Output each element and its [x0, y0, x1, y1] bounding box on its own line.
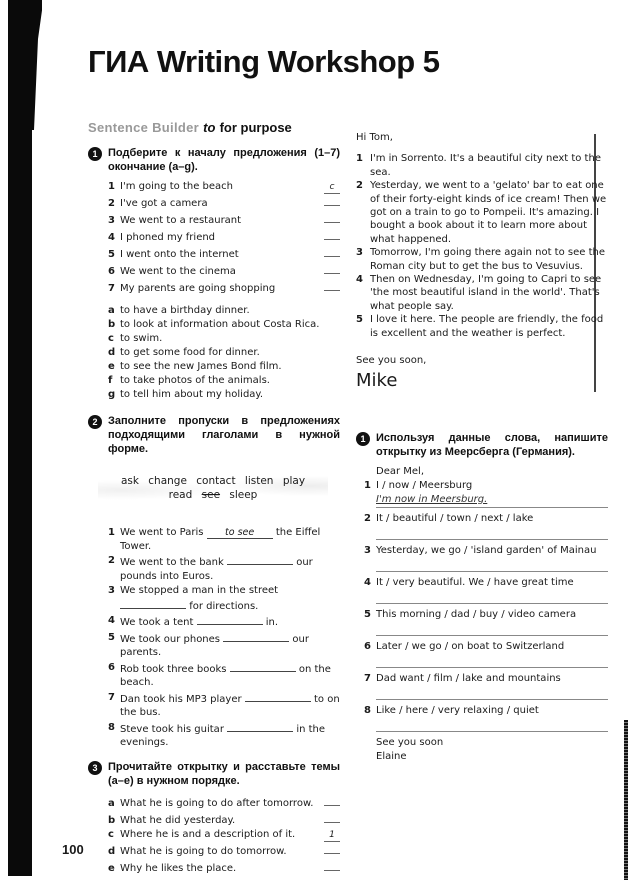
list-item — [108, 811, 340, 828]
postcard-letter — [356, 131, 608, 391]
item-number: 3 — [364, 544, 371, 556]
task-4-instruction: Используя данные слова, напишите открытку из Меерсберга (Германия). — [376, 431, 608, 458]
list-item — [108, 721, 340, 750]
item-text: to have a birthday dinner. — [120, 305, 250, 316]
prompt-item — [364, 672, 608, 686]
list-item — [108, 245, 340, 262]
prompt-text: I / now / Meersburg — [376, 479, 473, 491]
item-text: My parents are going shopping — [120, 283, 276, 294]
sentence-start: We stopped a man in the street — [120, 585, 279, 596]
list-item — [108, 228, 340, 245]
task-1-beginnings — [108, 180, 340, 296]
prompt-text: It / beautiful / town / next / lake — [376, 512, 534, 524]
item-text: We went to a restaurant — [120, 215, 242, 226]
word-box-line-2 — [98, 488, 328, 502]
sentence-end: on the beach. — [120, 663, 331, 688]
answer-line[interactable] — [376, 686, 608, 700]
answer-blank[interactable]: c — [324, 182, 340, 194]
item-text: What he is going to do after tomorrow. — [120, 797, 314, 809]
list-item — [108, 526, 340, 553]
answer-line[interactable] — [376, 622, 608, 636]
item-text: to take photos of the animals. — [120, 375, 270, 386]
list-item — [108, 262, 340, 279]
item-text: I've got a camera — [120, 198, 208, 209]
answer-blank[interactable] — [324, 194, 340, 206]
item-letter: g — [108, 389, 116, 400]
fill-blank[interactable] — [230, 661, 296, 672]
task-number-badge: 2 — [88, 415, 102, 429]
paragraph-number: 5 — [356, 314, 363, 326]
prompt-text: Like / here / very relaxing / quiet — [376, 704, 539, 716]
item-text: What he is going to do tomorrow. — [120, 845, 287, 857]
task-4-prompts — [364, 465, 608, 764]
word: read — [168, 489, 193, 501]
prompt-item — [364, 479, 608, 493]
task-1-heading — [88, 146, 340, 174]
item-number: 2 — [364, 512, 371, 524]
item-number: 1 — [108, 527, 115, 538]
answer-line[interactable] — [376, 558, 608, 572]
word: play — [282, 475, 306, 487]
item-text: Why he likes the place. — [120, 862, 237, 874]
prompt-text: It / very beautiful. We / have great time — [376, 576, 574, 588]
paragraph-number: 2 — [356, 180, 363, 192]
task-number-badge: 3 — [88, 761, 102, 775]
letter-paragraph — [356, 273, 608, 313]
fill-blank[interactable] — [120, 598, 186, 609]
answer-blank[interactable] — [324, 794, 340, 806]
fill-blank[interactable] — [223, 631, 289, 642]
item-letter: e — [108, 862, 115, 874]
sentence-builder-keyword: to — [203, 120, 216, 135]
sentence-start: We took our phones — [120, 633, 221, 645]
list-item — [108, 211, 340, 228]
item-number: 8 — [108, 721, 115, 733]
postcard-name: Elaine — [376, 750, 407, 762]
scan-edge-left-top — [32, 0, 42, 130]
right-column — [356, 131, 608, 764]
item-number: 3 — [108, 215, 115, 226]
list-item — [108, 828, 340, 842]
item-text: to look at information about Costa Rica. — [120, 319, 320, 330]
example-answer: I'm now in Meersburg. — [376, 493, 608, 508]
postcard-greeting: Dear Mel, — [376, 465, 425, 477]
item-number: 6 — [108, 266, 115, 277]
task-1-endings — [108, 304, 340, 402]
item-number: 5 — [108, 249, 115, 260]
task-2-sentences — [108, 526, 340, 750]
prompt-item — [364, 704, 608, 718]
item-number: 7 — [364, 672, 371, 684]
item-number: 1 — [108, 181, 115, 192]
postcard-closing: See you soon — [376, 736, 444, 748]
task-number-badge: 1 — [356, 432, 370, 446]
sentence-end: our pounds into Euros. — [120, 557, 313, 582]
item-text: I phoned my friend — [120, 232, 216, 243]
item-number: 7 — [108, 691, 115, 703]
list-item — [108, 661, 340, 690]
item-letter: a — [108, 797, 115, 809]
sentence-start: We went to the bank — [120, 557, 224, 568]
item-letter: a — [108, 305, 115, 316]
item-text: Where he is and a description of it. — [120, 828, 296, 840]
task-3-instruction: Прочитайте открытку и расставьте темы (a–e) в нужном порядке. — [108, 760, 340, 787]
item-letter: b — [108, 814, 116, 826]
word-box — [98, 470, 328, 510]
list-item — [108, 304, 340, 318]
word: contact — [196, 475, 236, 487]
scan-edge-left — [8, 0, 32, 876]
paragraph-number: 3 — [356, 247, 363, 259]
sentence-builder-heading — [88, 120, 340, 136]
sentence-end: for directions. — [189, 600, 259, 612]
word: change — [148, 475, 187, 487]
letter-paragraph — [356, 313, 608, 340]
letter-greeting: Hi Tom, — [356, 132, 393, 143]
answer-line[interactable] — [376, 590, 608, 604]
item-text: to swim. — [120, 333, 163, 344]
answer-blank[interactable] — [324, 811, 340, 823]
item-text: What he did yesterday. — [120, 814, 236, 826]
item-number: 2 — [108, 198, 115, 209]
list-item — [108, 360, 340, 374]
prompt-item — [364, 544, 608, 558]
answer-blank[interactable] — [324, 842, 340, 854]
fill-blank[interactable] — [227, 554, 293, 565]
item-number: 2 — [108, 555, 115, 566]
item-number: 7 — [108, 283, 115, 294]
fill-blank[interactable] — [197, 614, 263, 625]
item-text: to tell him about my holiday. — [120, 389, 264, 400]
item-letter: c — [108, 333, 114, 344]
item-letter: c — [108, 828, 114, 840]
list-item — [108, 318, 340, 332]
list-item — [108, 584, 340, 613]
prompt-item — [364, 608, 608, 622]
letter-signature: Mike — [356, 369, 398, 391]
paragraph-number: 4 — [356, 274, 363, 286]
paragraph-text: Yesterday, we went to a 'gelato' bar to eat one of their forty-eight kinds of ice cream! Then we got on a train to go to Pompeii. It's amazing. I bought a book about it to learn more about what happened. — [370, 180, 607, 245]
fill-blank[interactable]: to see — [207, 528, 273, 539]
prompt-item — [364, 512, 608, 526]
word: sleep — [229, 489, 258, 501]
answer-blank[interactable] — [324, 859, 340, 871]
sentence-builder-label: Sentence Builder — [88, 120, 199, 135]
item-number: 4 — [108, 615, 115, 626]
answer-blank[interactable] — [324, 228, 340, 240]
item-number: 3 — [108, 585, 115, 596]
sentence-end: our parents. — [120, 633, 309, 658]
sentence-start: Steve took his guitar — [120, 723, 224, 735]
item-text: to get some food for dinner. — [120, 347, 260, 358]
list-item — [108, 332, 340, 346]
answer-line[interactable] — [376, 718, 608, 732]
answer-blank[interactable] — [324, 245, 340, 257]
sentence-end: in the evenings. — [120, 723, 326, 748]
word: listen — [244, 475, 274, 487]
prompt-text: Dad want / film / lake and mountains — [376, 672, 561, 684]
answer-line[interactable] — [376, 654, 608, 668]
item-number: 6 — [108, 661, 115, 673]
list-item — [108, 631, 340, 660]
list-item — [108, 614, 340, 630]
paragraph-text: I love it here. The people are friendly, the food is excellent and the weather is perfect. — [370, 314, 604, 339]
list-item — [108, 691, 340, 720]
task-3-heading — [88, 760, 340, 788]
item-number: 4 — [108, 232, 115, 243]
letter-paragraph — [356, 246, 608, 273]
item-letter: e — [108, 361, 115, 372]
task-2-instruction: Заполните пропуски в предложениях подходящими глаголами в нужной форме. — [108, 415, 340, 455]
item-text: to see the new James Bond film. — [120, 361, 282, 372]
task-2-heading — [88, 414, 340, 456]
item-number: 6 — [364, 640, 371, 652]
paragraph-number: 1 — [356, 153, 363, 165]
sentence-end: in. — [265, 617, 279, 628]
list-item — [108, 794, 340, 811]
answer-blank[interactable] — [324, 262, 340, 274]
answer-blank[interactable] — [324, 279, 340, 291]
list-item — [108, 194, 340, 211]
item-number: 1 — [364, 479, 371, 491]
answer-blank[interactable]: 1 — [324, 830, 340, 842]
prompt-text: Yesterday, we go / 'island garden' of Mainau — [376, 544, 597, 556]
letter-paragraph — [356, 152, 608, 179]
sentence-builder-topic: for purpose — [219, 120, 292, 135]
item-letter: d — [108, 347, 116, 358]
answer-line[interactable] — [376, 526, 608, 540]
letter-sign-off: See you soon, — [356, 355, 427, 367]
letter-paragraph — [356, 179, 608, 246]
list-item — [108, 388, 340, 402]
word-struck: see — [201, 489, 221, 501]
sentence-start: We went to Paris — [120, 527, 204, 538]
prompt-item — [364, 640, 608, 654]
item-letter: b — [108, 319, 116, 330]
sentence-end: the Eiffel Tower. — [120, 527, 321, 552]
item-number: 8 — [364, 704, 371, 716]
answer-blank[interactable] — [324, 211, 340, 223]
prompt-item — [364, 576, 608, 590]
prompt-text: This morning / dad / buy / video camera — [376, 608, 577, 620]
list-item — [108, 374, 340, 388]
fill-blank[interactable] — [245, 691, 311, 702]
list-item — [108, 554, 340, 583]
sentence-start: We took a tent — [120, 617, 194, 628]
list-item — [108, 859, 340, 876]
list-item — [108, 180, 340, 194]
left-column — [88, 120, 340, 876]
item-letter: f — [108, 375, 113, 386]
list-item — [108, 279, 340, 296]
sentence-start: Dan took his MP3 player — [120, 693, 242, 705]
scan-edge-right — [624, 720, 628, 880]
item-number: 4 — [364, 576, 371, 588]
sentence-end: to on the bus. — [120, 693, 340, 718]
task-1-instruction: Подберите к началу предложения (1–7) окончание (a–g). — [108, 147, 340, 173]
item-number: 5 — [108, 631, 115, 643]
item-letter: d — [108, 845, 116, 857]
paragraph-text: I'm in Sorrento. It's a beautiful city next to the sea. — [370, 153, 601, 178]
task-4-section — [356, 431, 608, 764]
task-3-topics — [108, 794, 340, 876]
item-text: I went onto the internet — [120, 249, 239, 260]
prompt-text: Later / we go / on boat to Switzerland — [376, 640, 565, 652]
list-item — [108, 842, 340, 859]
page-number: 100 — [62, 842, 84, 857]
paragraph-text: Tomorrow, I'm going there again not to see the Roman city but to get the bus to Vesuvius. — [370, 247, 606, 272]
task-number-badge: 1 — [88, 147, 102, 161]
item-text: We went to the cinema — [120, 266, 236, 277]
task-4-heading — [356, 431, 608, 459]
page-title: ГИА Writing Workshop 5 — [88, 44, 440, 79]
list-item — [108, 346, 340, 360]
sentence-start: Rob took three books — [120, 663, 227, 675]
paragraph-text: Then on Wednesday, I'm going to Capri to see 'the most beautiful island in the world'. That's what people say. — [370, 274, 602, 312]
fill-blank[interactable] — [227, 721, 293, 732]
item-text: I'm going to the beach — [120, 181, 233, 192]
word-box-line-1 — [98, 474, 328, 488]
word: ask — [120, 475, 139, 487]
item-number: 5 — [364, 608, 371, 620]
